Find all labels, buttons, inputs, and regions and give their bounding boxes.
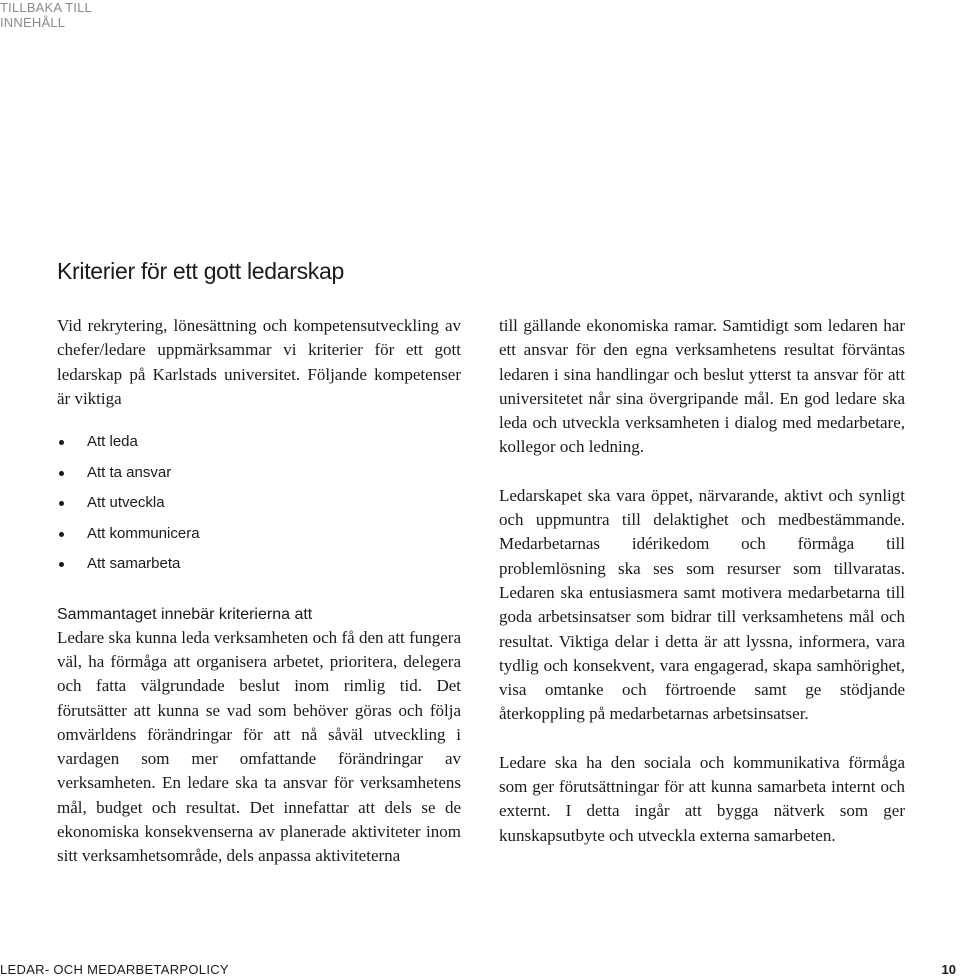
- competence-list: [57, 427, 461, 580]
- bullet-icon: [59, 532, 64, 537]
- list-item: [57, 458, 461, 489]
- bullet-icon: [59, 501, 64, 506]
- list-item: [57, 519, 461, 550]
- back-to-contents-link[interactable]: TILLBAKA TILL INNEHÅLL: [0, 0, 92, 30]
- bullet-icon: [59, 471, 64, 476]
- body-paragraph: Ledare ska ha den sociala och kommunikativa förmåga som ger förutsättningar för att kunna samarbeta internt och externt. I detta ingår att bygga nätverk som ger kunskapsutbyte och utveckla externa samarbeten.: [499, 752, 905, 845]
- intro-paragraph: Vid rekrytering, lönesättning och kompetensutveckling av chefer/ledare uppmärksammar vi kriterier för ett gott ledarskap på Karlstads universitet. Följande kompetenser är viktiga: [57, 316, 461, 408]
- list-item-label: Att ta ansvar: [87, 463, 172, 481]
- bullet-icon: [59, 440, 64, 445]
- list-item-label: Att samarbeta: [87, 555, 181, 573]
- body-paragraph: Ledarskapet ska vara öppet, närvarande, aktivt och synligt och uppmuntra till delaktighet och medbestämmande. Medarbetarnas idérikedom och förmåga till problemlösning ska ses som resurser som tillvaratas. Ledaren ska entusiasmera samt motivera medarbetarna till goda arbetsinsatser som bidrar till verksamhetens mål och resultat. Viktiga delar i detta är att lyssna, informera, vara tydlig och konsekvent, vara engagerad, skapa samhörighet, visa omtanke och förtroende samt ge stödjande återkoppling på medarbetarnas arbetsinsatser.: [499, 485, 905, 724]
- list-item: [57, 549, 461, 580]
- page-number: 10: [941, 962, 956, 977]
- list-item-label: Att leda: [87, 433, 138, 451]
- page-title: Kriterier för ett gott ledarskap: [57, 258, 344, 284]
- list-item-label: Att utveckla: [87, 494, 165, 512]
- left-column: [57, 314, 461, 869]
- list-item: [57, 427, 461, 458]
- bullet-icon: [59, 562, 64, 567]
- right-column: [499, 314, 905, 848]
- footer-document-name: LEDAR- OCH MEDARBETARPOLICY: [0, 962, 229, 977]
- list-item-label: Att kommunicera: [87, 524, 200, 542]
- section-subheading: Sammantaget innebär kriterierna att: [57, 605, 313, 623]
- body-paragraph: Ledare ska kunna leda verksamheten och få den att fungera väl, ha förmåga att organisera arbetet, prioritera, delegera och fatta välgrundade beslut inom rimlig tid. Det förutsätter att kunna se vad som behöver göras och följa omvärldens förändringar för att nå såväl utveckling i vardagen som mer omfattande förändringar av verksamheten. En ledare ska ta ansvar för verksamhetens mål, budget och resultat. Det innefattar att dels se de ekonomiska konsekvenserna av planerade aktiviteter inom sitt verksamhetsområde, dels anpassa aktiviteterna: [57, 627, 461, 866]
- list-item: [57, 488, 461, 519]
- body-paragraph: till gällande ekonomiska ramar. Samtidigt som ledaren har ett ansvar för den egna verksamhetens resultat förväntas ledaren i sina handlingar och beslut ytterst ta ansvar för att universitetet når sina övergripande mål. En god ledare ska leda och utveckla verksamheten i dialog med medarbetare, kollegor och ledning.: [499, 316, 905, 457]
